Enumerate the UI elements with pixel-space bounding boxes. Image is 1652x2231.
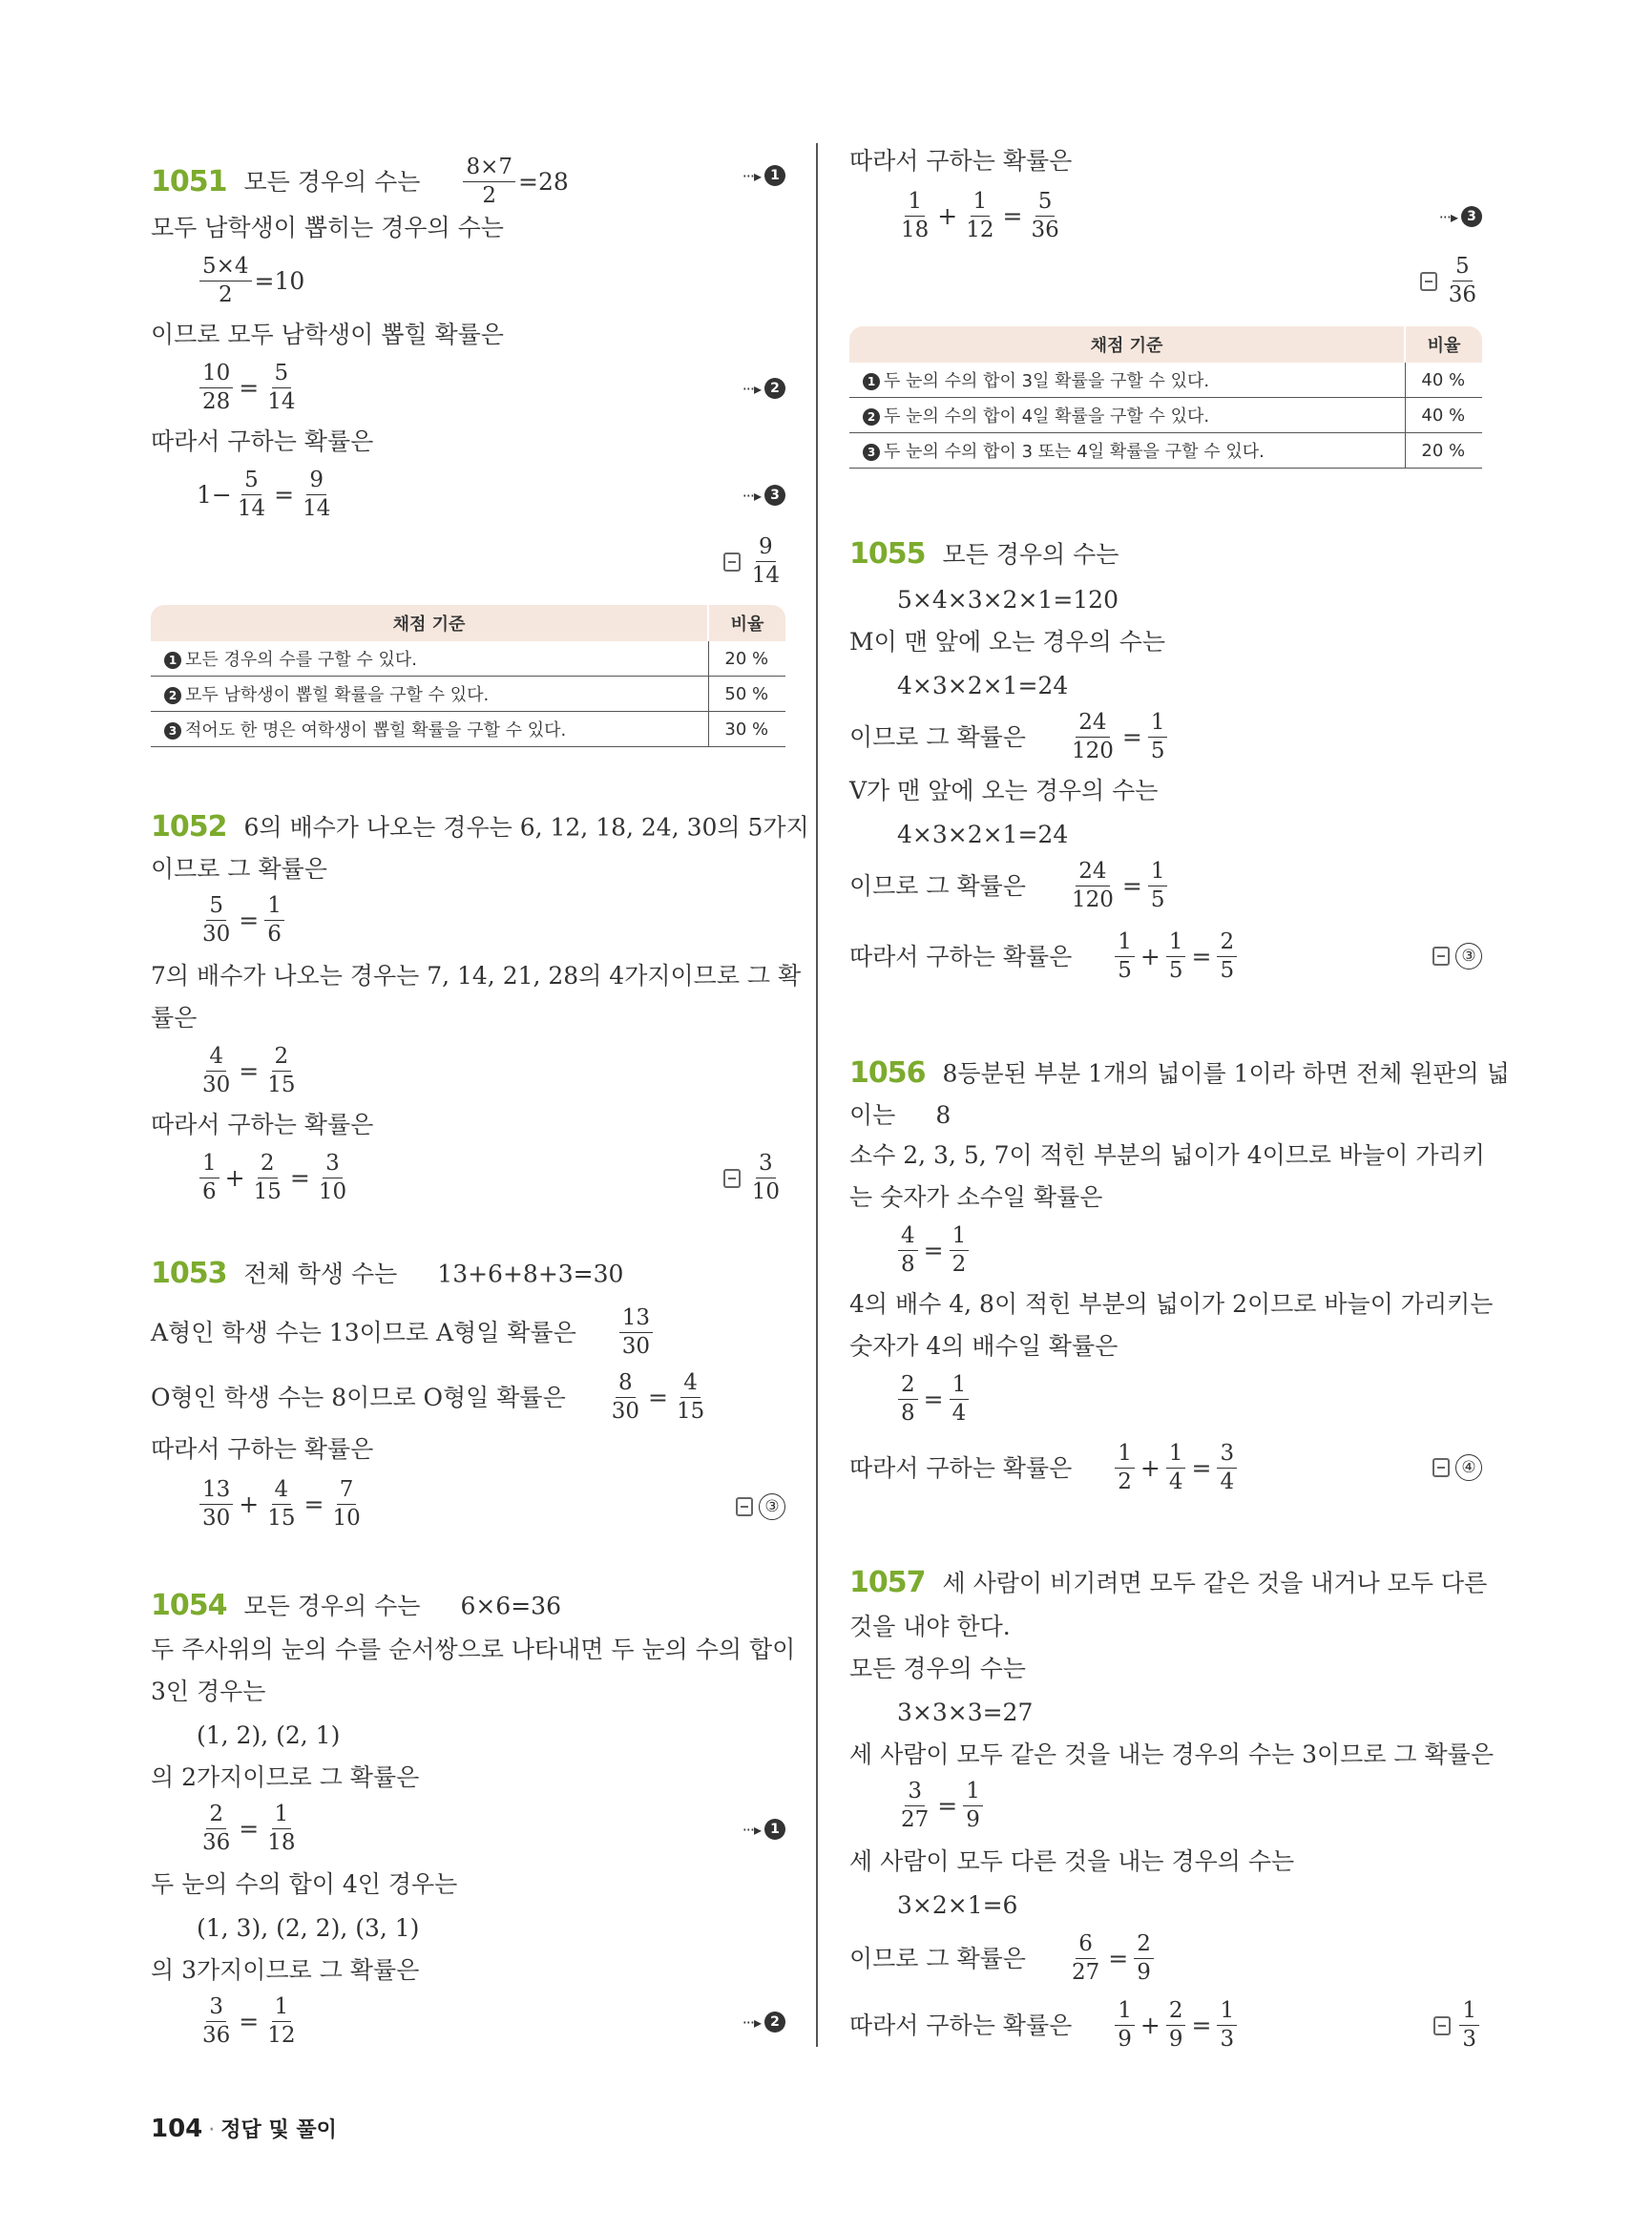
- table-row: 2 모두 남학생이 뽑힐 확률을 구할 수 있다. 50 %: [151, 677, 785, 712]
- step-marker: ···▸ 2: [742, 376, 785, 400]
- math-line: 1− $\frac{5}{14}$ = $\frac{9}{14}$: [197, 468, 331, 521]
- text-line: 따라서 구하는 확률은: [151, 1435, 374, 1463]
- math-line: 4×3×2×1=24: [897, 821, 1069, 848]
- table-row: 1 두 눈의 수의 합이 3일 확률을 구할 수 있다. 40 %: [849, 363, 1482, 398]
- text-line: 소수 2, 3, 5, 7이 적힌 부분의 넓이가 4이므로 바늘이 가리키: [849, 1141, 1485, 1169]
- text-line: 숫자가 4의 배수일 확률은: [849, 1332, 1119, 1360]
- line-1057-1: 1057 세 사람이 비기려면 모두 같은 것을 내거나 모두 다른: [849, 1566, 1488, 1599]
- step-marker: ···▸ 1: [742, 163, 785, 187]
- table-row: 1 모든 경우의 수를 구할 수 있다. 20 %: [151, 641, 785, 677]
- math-line: $\frac{3}{36}$ = $\frac{1}{12}$: [202, 1994, 296, 2048]
- table-row: 2 두 눈의 수의 합이 4일 확률을 구할 수 있다. 40 %: [849, 398, 1482, 433]
- math-line: 3×2×1=6: [897, 1891, 1018, 1919]
- text-line: 이므로 모두 남학생이 뽑힐 확률은: [151, 321, 504, 348]
- page-number: 104: [151, 2115, 203, 2143]
- line-1054-1: 1054 모든 경우의 수는 6×6=36: [151, 1589, 561, 1622]
- math-line: 이므로 그 확률은 $\frac{24}{120}$ = $\frac{1}{5}$: [849, 712, 1170, 762]
- text-line: (1, 2), (2, 1): [197, 1721, 341, 1749]
- math-line: $\frac{4}{30}$ = $\frac{2}{15}$: [202, 1044, 296, 1097]
- column-divider: [816, 143, 818, 2047]
- text-line: 률은: [151, 1004, 198, 1032]
- answer-1055: ③: [1432, 941, 1482, 970]
- answer-1053: ③: [736, 1491, 785, 1520]
- step-marker: ···▸ 1: [742, 1817, 785, 1841]
- problem-number: 1057: [849, 1566, 926, 1599]
- table-row: 3 두 눈의 수의 합이 3 또는 4일 확률을 구할 수 있다. 20 %: [849, 433, 1482, 469]
- answer-1051: $\frac{9}{14}$: [723, 536, 785, 587]
- math-line: $\frac{2}{8}$ = $\frac{1}{4}$: [895, 1374, 972, 1425]
- line-1056-1: 1056 8등분된 부분 1개의 넓이를 1이라 하면 전체 원판의 넓: [849, 1056, 1510, 1090]
- text-line: 두 눈의 수의 합이 4인 경우는: [151, 1870, 458, 1898]
- text-line: 세 사람이 모두 같은 것을 내는 경우의 수는 3이므로 그 확률은: [849, 1741, 1494, 1768]
- answer-icon: [736, 1497, 753, 1516]
- text-line: 것을 내야 한다.: [849, 1613, 1011, 1640]
- math-line: $\frac{10}{28}$ = $\frac{5}{14}$: [197, 363, 302, 413]
- math-line: 5×4×3×2×1=120: [897, 586, 1119, 614]
- table-row: 3 적어도 한 명은 여학생이 뽑힐 확률을 구할 수 있다. 30 %: [151, 712, 785, 747]
- text-line: 이므로 그 확률은: [151, 855, 327, 883]
- text-line: (1, 3), (2, 2), (3, 1): [197, 1914, 420, 1942]
- answer-icon: [1432, 947, 1450, 966]
- problem-number: 1051: [151, 164, 227, 198]
- answer-1054: $\frac{5}{36}$: [1420, 256, 1482, 306]
- fraction: $\frac{8\times 7}{2}$: [463, 156, 515, 207]
- line-1051-1: 1051 모든 경우의 수는 $\frac{8\times 7}{2}$ =28: [151, 155, 569, 208]
- math-line: 이므로 그 확률은 $\frac{6}{27}$ = $\frac{2}{9}$: [849, 1933, 1157, 1984]
- text-line: 모두 남학생이 뽑히는 경우의 수는: [151, 214, 504, 241]
- answer-icon: [1432, 1458, 1450, 1477]
- math-line: 따라서 구하는 확률은 $\frac{1}{2}$ + $\frac{1}{4}$ = $\frac{3}{4}$: [849, 1443, 1240, 1493]
- math-line: A형인 학생 수는 13이므로 A형일 확률은 $\frac{13}{30}$: [151, 1307, 656, 1358]
- math-line: $\frac{3}{27}$ = $\frac{1}{9}$: [895, 1781, 986, 1831]
- text-line: V가 맨 앞에 오는 경우의 수는: [849, 777, 1159, 804]
- step-marker: ···▸ 3: [1439, 204, 1482, 228]
- line-1053-1: 1053 전체 학생 수는 13+6+8+3=30: [151, 1257, 624, 1290]
- line-1052-1: 1052 6의 배수가 나오는 경우는 6, 12, 18, 24, 30의 5가지: [151, 810, 809, 844]
- answer-1052: $\frac{3}{10}$: [723, 1153, 785, 1203]
- problem-number: 1055: [849, 537, 926, 571]
- page-footer: 104 · 정답 및 풀이: [151, 2115, 337, 2143]
- text-line: 의 3가지이므로 그 확률은: [151, 1956, 420, 1984]
- problem-number: 1053: [151, 1257, 227, 1290]
- math-line: $\frac{1}{6}$ + $\frac{2}{15}$ = $\frac{3}{10}$: [197, 1153, 352, 1203]
- math-line: 이는 8: [849, 1101, 951, 1129]
- text-line: 따라서 구하는 확률은: [849, 147, 1073, 175]
- answer-icon: [1420, 272, 1437, 291]
- text-line: M이 맨 앞에 오는 경우의 수는: [849, 628, 1165, 656]
- math-line: O형인 학생 수는 8이므로 O형일 확률은 $\frac{8}{30}$ = $\frac{4}{15}$: [151, 1370, 705, 1424]
- grading-header-criteria: 채점 기준: [849, 326, 1405, 363]
- grading-table-1054: [849, 326, 1482, 469]
- line-1055-1: 1055 모든 경우의 수는: [849, 537, 1119, 571]
- math-line: 따라서 구하는 확률은 $\frac{1}{9}$ + $\frac{2}{9}$ = $\frac{1}{3}$: [849, 2000, 1240, 2051]
- math-line: 이므로 그 확률은 $\frac{24}{120}$ = $\frac{1}{5}$: [849, 861, 1170, 911]
- math-line: $\frac{13}{30}$ + $\frac{4}{15}$ = $\frac{7}{10}$: [197, 1479, 366, 1530]
- math-line: $\frac{4}{8}$ = $\frac{1}{2}$: [895, 1225, 972, 1276]
- math-line: $\frac{5}{30}$ = $\frac{1}{6}$: [197, 895, 287, 946]
- math-line: 3×3×3=27: [897, 1699, 1034, 1726]
- grading-table-1051: [151, 605, 785, 747]
- grading-header-ratio: 비율: [708, 605, 785, 641]
- answer-1056: ④: [1432, 1452, 1482, 1481]
- section-label: 정답 및 풀이: [220, 2118, 337, 2142]
- answer-icon: [723, 553, 741, 572]
- text-line: 두 주사위의 눈의 수를 순서쌍으로 나타내면 두 눈의 수의 합이: [151, 1636, 796, 1663]
- text-line: 모든 경우의 수는: [849, 1655, 1026, 1682]
- problem-number: 1056: [849, 1056, 926, 1090]
- text-line: 따라서 구하는 확률은: [151, 427, 374, 455]
- math-line: $\frac{2}{36}$ = $\frac{1}{18}$: [202, 1802, 296, 1855]
- text-line: 세 사람이 모두 다른 것을 내는 경우의 수는: [849, 1847, 1295, 1875]
- step-marker: ···▸ 2: [742, 2010, 785, 2033]
- problem-number: 1052: [151, 810, 227, 844]
- math-line: $\frac{1}{18}$ + $\frac{1}{12}$ = $\frac{5}{36}$: [901, 189, 1059, 242]
- answer-icon: [723, 1169, 741, 1188]
- text-line: 의 2가지이므로 그 확률은: [151, 1763, 420, 1791]
- answer-icon: [1433, 2016, 1451, 2035]
- text-line: 3인 경우는: [151, 1678, 266, 1705]
- step-marker: ···▸ 3: [742, 483, 785, 507]
- math-line: $\frac{5\times 4}{2}$ =10: [197, 256, 304, 306]
- text-line: 따라서 구하는 확률은: [151, 1111, 374, 1138]
- answer-1057: $\frac{1}{3}$: [1433, 2000, 1482, 2051]
- text-line: 4의 배수 4, 8이 적힌 부분의 넓이가 2이므로 바늘이 가리키는: [849, 1290, 1494, 1318]
- math-line: 4×3×2×1=24: [897, 672, 1069, 699]
- grading-header-criteria: 채점 기준: [151, 605, 708, 641]
- text-line: 7의 배수가 나오는 경우는 7, 14, 21, 28의 4가지이므로 그 확: [151, 962, 802, 990]
- math-line: 따라서 구하는 확률은 $\frac{1}{5}$ + $\frac{1}{5}$ = $\frac{2}{5}$: [849, 931, 1240, 982]
- problem-number: 1054: [151, 1589, 227, 1622]
- text-line: 는 숫자가 소수일 확률은: [849, 1183, 1103, 1211]
- grading-header-ratio: 비율: [1405, 326, 1482, 363]
